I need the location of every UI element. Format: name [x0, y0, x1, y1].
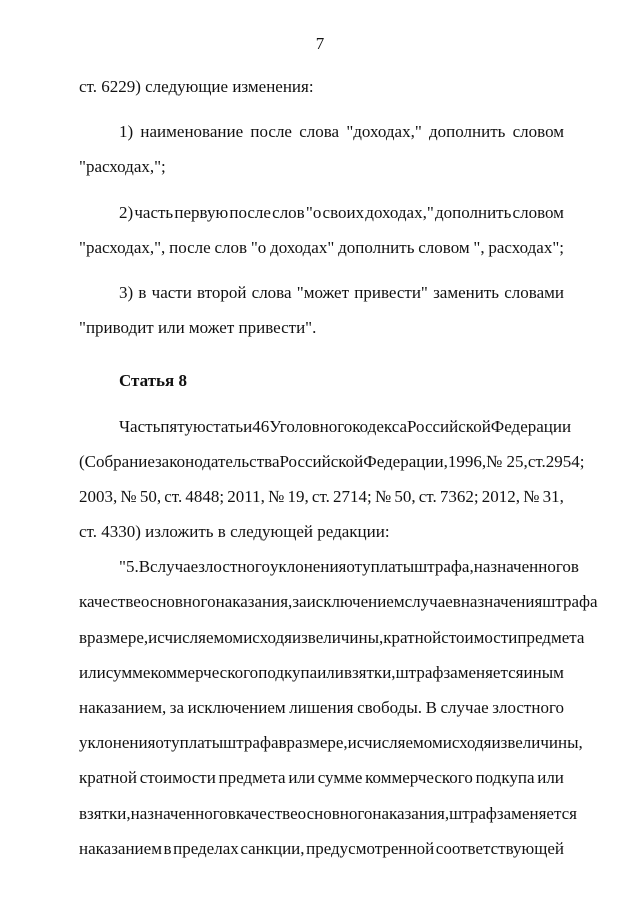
- item-3-line-1: [79, 281, 564, 316]
- word: расходах";: [488, 237, 564, 257]
- word: первую: [174, 202, 229, 222]
- word: штрафа: [542, 592, 598, 612]
- word: "о: [305, 202, 322, 222]
- word: уплаты: [171, 733, 224, 753]
- word: из: [291, 627, 308, 647]
- word: наказания,: [372, 803, 450, 823]
- word: "о: [250, 237, 267, 257]
- word: №: [523, 486, 540, 506]
- word: сумме: [317, 768, 363, 788]
- word: №: [374, 486, 392, 506]
- word: в: [570, 557, 579, 577]
- word: соответствующей: [435, 838, 564, 858]
- word: или: [79, 662, 106, 682]
- article-p2-line-2: [79, 590, 598, 625]
- word: в: [163, 838, 172, 858]
- item-3-line-2: [79, 316, 564, 351]
- article-p1-line-1: [79, 415, 572, 450]
- word: изложить: [145, 522, 214, 542]
- word: следующей: [230, 522, 313, 542]
- word: словом: [512, 202, 564, 222]
- word: Федерации,: [363, 451, 448, 471]
- word: ",: [473, 237, 485, 257]
- page-number: 7: [315, 34, 325, 53]
- item-2-line-1: [79, 201, 564, 236]
- word: подкупа: [475, 768, 535, 788]
- word: пятую: [160, 416, 206, 436]
- word: уклонения: [79, 733, 156, 753]
- word: доходах,": [365, 202, 434, 222]
- word: в: [79, 627, 88, 647]
- spacer: [79, 271, 564, 281]
- word: иным: [523, 662, 564, 682]
- word: после: [229, 202, 271, 222]
- word: ст.: [527, 451, 546, 471]
- word: дополнить: [434, 202, 512, 222]
- word: подкупа: [258, 662, 318, 682]
- word: взятки,: [79, 803, 131, 823]
- word: редакции:: [317, 522, 390, 542]
- article-p2-line-9: [79, 837, 564, 872]
- word: основного: [140, 592, 216, 612]
- word: ст.: [164, 486, 183, 506]
- word: словом: [418, 237, 470, 257]
- word: 2714;: [333, 486, 372, 506]
- word: штрафа,: [414, 557, 474, 577]
- word: словами: [504, 282, 564, 302]
- word: Часть: [119, 416, 161, 436]
- word: пределах: [173, 838, 239, 858]
- word: заменяется: [496, 803, 577, 823]
- word: 3): [119, 282, 134, 302]
- word: 7362;: [439, 486, 479, 506]
- word: ст.: [311, 486, 330, 506]
- word: 1): [119, 122, 134, 142]
- word: "расходах,",: [79, 237, 166, 257]
- spacer: [79, 191, 564, 201]
- word: изменения:: [232, 77, 314, 96]
- word: 2012,: [481, 486, 521, 506]
- word: свободы.: [357, 698, 422, 717]
- article-p2-line-8: [79, 802, 577, 837]
- intro-line: [79, 75, 564, 110]
- word: исходя: [442, 733, 492, 753]
- word: после: [250, 122, 292, 142]
- word: "доходах,": [346, 122, 422, 142]
- word: качестве: [235, 803, 298, 823]
- word: второй: [197, 282, 247, 302]
- word: статьи: [205, 416, 253, 436]
- word: санкции,: [240, 838, 305, 858]
- word: предмета: [218, 768, 286, 788]
- word: от: [346, 557, 363, 577]
- word: размере,: [286, 733, 348, 753]
- word: взятки,: [343, 662, 396, 682]
- word: в: [278, 733, 287, 753]
- word: стоимости: [139, 768, 216, 788]
- word: слов: [214, 237, 248, 257]
- article-p2-line-5: [79, 696, 564, 731]
- word: привести".: [238, 318, 317, 338]
- word: сумме: [105, 662, 151, 682]
- item-1-line-1: [79, 120, 564, 155]
- word: дополнить: [338, 237, 415, 257]
- word: 2954;: [545, 451, 585, 471]
- word: злостного: [198, 557, 270, 577]
- word: В: [425, 698, 437, 717]
- word: слова: [299, 122, 340, 142]
- word: случае: [440, 698, 489, 717]
- word: часть: [134, 202, 174, 222]
- word: своих: [322, 202, 365, 222]
- word: 6229): [101, 77, 141, 96]
- word: кратной: [383, 627, 442, 647]
- word: 1996,: [447, 451, 487, 471]
- article-p1-line-4: [79, 520, 564, 555]
- word: штраф: [449, 803, 497, 823]
- word: штрафа: [223, 733, 279, 753]
- word: слов: [272, 202, 305, 222]
- word: основного: [297, 803, 373, 823]
- word: наказанием: [79, 838, 162, 858]
- document-body: [79, 75, 598, 872]
- word: "расходах,";: [79, 157, 166, 177]
- word: уплаты: [362, 557, 415, 577]
- word: заменяется: [443, 662, 524, 682]
- word: из: [491, 733, 508, 753]
- word: назначенного: [473, 557, 571, 577]
- word: предмета: [517, 627, 585, 647]
- word: ст.: [418, 486, 437, 506]
- word: может: [188, 318, 235, 338]
- spacer: [79, 110, 564, 120]
- word: назначения: [460, 592, 543, 612]
- word: злостного: [492, 698, 564, 717]
- word: исключением: [187, 698, 286, 717]
- word: ст.: [79, 522, 97, 542]
- word: Уголовного: [269, 416, 353, 436]
- word: 4848;: [185, 486, 225, 506]
- word: коммерческого: [365, 768, 473, 788]
- spacer: [79, 405, 564, 415]
- word: исходя: [243, 627, 292, 647]
- word: размере,: [87, 627, 149, 647]
- word: 2011,: [227, 486, 265, 506]
- word: штраф: [395, 662, 444, 682]
- word: 2): [119, 202, 134, 222]
- word: наименование: [140, 122, 244, 142]
- word: исчисляемом: [148, 627, 244, 647]
- article-p2-line-4: [79, 661, 564, 696]
- word: "может: [296, 282, 350, 302]
- word: привести": [354, 282, 428, 302]
- word: или: [537, 768, 564, 788]
- word: величины,: [307, 627, 384, 647]
- word: качестве: [79, 592, 141, 612]
- article-p2-line-7: [79, 766, 564, 801]
- word: Российской: [407, 416, 491, 436]
- word: (Собрание: [79, 451, 155, 471]
- word: 2003,: [79, 486, 118, 506]
- word: 46: [252, 416, 270, 436]
- word: следующие: [145, 77, 229, 96]
- word: в: [138, 282, 147, 302]
- word: наказания,: [215, 592, 293, 612]
- word: №: [120, 486, 137, 506]
- word: №: [268, 486, 285, 506]
- word: исключением: [306, 592, 405, 612]
- word: после: [169, 237, 211, 257]
- word: Федерации: [490, 416, 572, 436]
- word: кратной: [79, 768, 137, 788]
- word: случае: [150, 557, 199, 577]
- word: в: [217, 522, 226, 542]
- word: величины,: [507, 733, 583, 753]
- word: лишения: [289, 698, 354, 717]
- word: 31,: [542, 486, 564, 506]
- word: стоимости: [441, 627, 518, 647]
- word: части: [151, 282, 192, 302]
- item-1-line-2: [79, 155, 564, 190]
- word: 50,: [139, 486, 162, 506]
- word: В: [138, 557, 151, 577]
- word: или: [288, 768, 316, 788]
- article-p2-line-3: [79, 626, 585, 661]
- spacer: [79, 351, 564, 369]
- word: заменить: [433, 282, 500, 302]
- word: или: [157, 318, 185, 338]
- word: дополнить: [429, 122, 506, 142]
- word: ст.: [79, 77, 97, 96]
- word: за: [169, 698, 185, 717]
- word: доходах": [270, 237, 335, 257]
- word: за: [292, 592, 307, 612]
- article-heading: Статья 8: [119, 371, 187, 391]
- word: исчисляемом: [347, 733, 443, 753]
- word: "приводит: [79, 318, 154, 338]
- word: или: [317, 662, 344, 682]
- word: № 25,: [486, 451, 528, 471]
- word: уклонения: [269, 557, 347, 577]
- word: случаев: [404, 592, 461, 612]
- word: законодательства: [154, 451, 280, 471]
- word: словом: [512, 122, 564, 142]
- word: 19,: [287, 486, 309, 506]
- word: в: [227, 803, 236, 823]
- word: наказанием,: [79, 698, 167, 717]
- article-p2-line-1: [79, 555, 579, 590]
- word: кодекса: [352, 416, 408, 436]
- word: назначенного: [130, 803, 228, 823]
- word: предусмотренной: [306, 838, 435, 858]
- word: 4330): [101, 522, 141, 542]
- article-p1-line-3: [79, 485, 564, 520]
- article-p1-line-2: [79, 450, 585, 485]
- article-p2-line-6: [79, 731, 583, 766]
- word: слова: [251, 282, 292, 302]
- word: от: [155, 733, 172, 753]
- word: "5.: [119, 557, 139, 577]
- word: Российской: [279, 451, 364, 471]
- word: коммерческого: [150, 662, 259, 682]
- item-2-line-2: [79, 236, 564, 271]
- word: 50,: [394, 486, 416, 506]
